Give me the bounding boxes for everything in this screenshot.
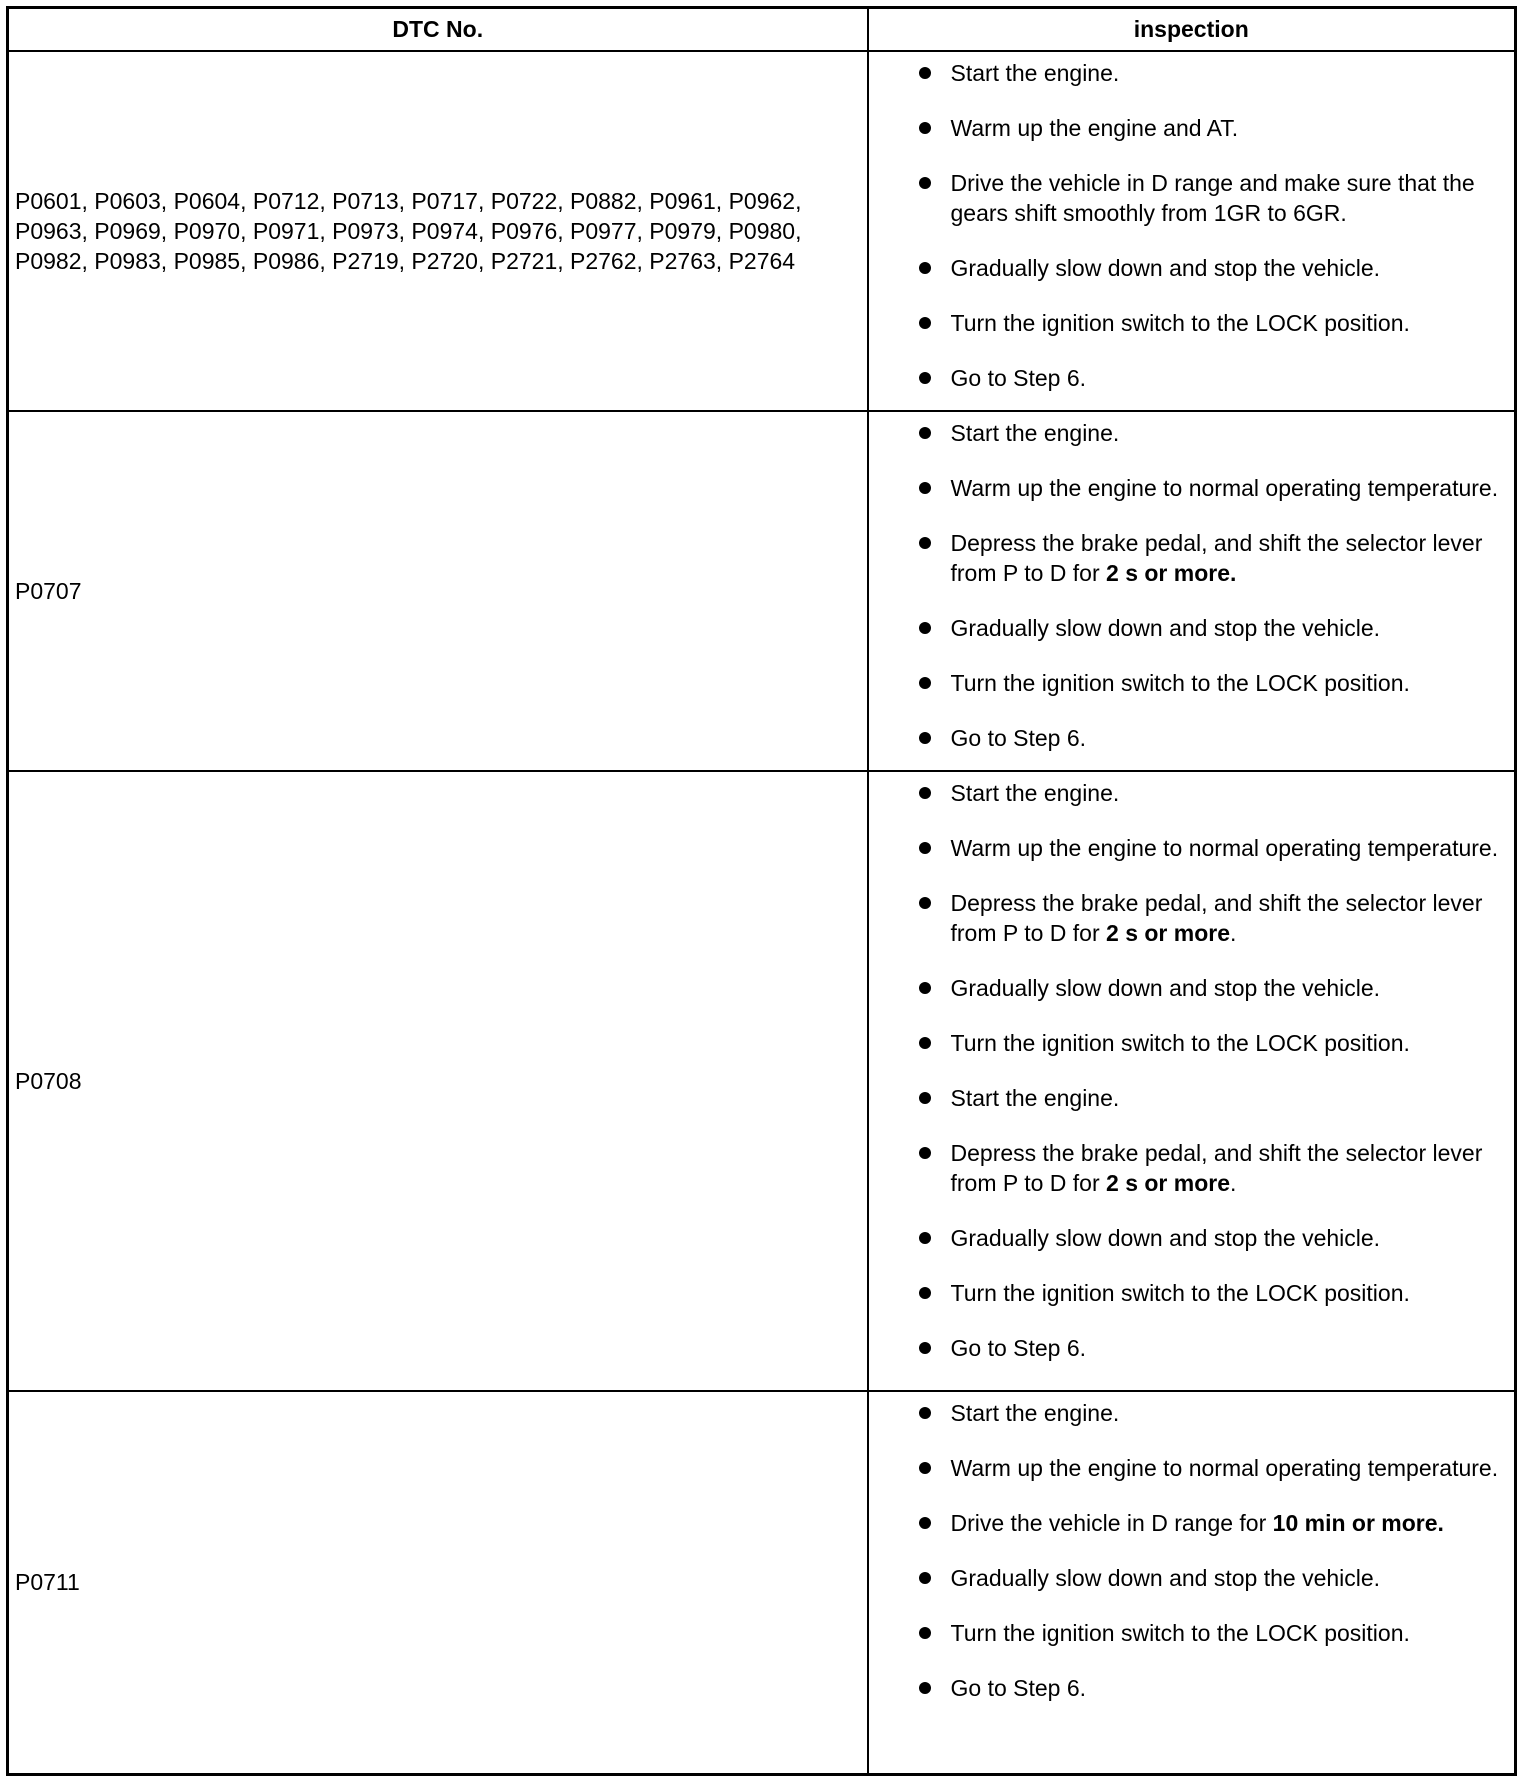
table-row	[8, 51, 1516, 411]
inspection-step	[869, 528, 1505, 588]
step-text: Start the engine.	[950, 1399, 1120, 1426]
inspection-step	[869, 973, 1505, 1003]
step-text: Go to Step 6.	[950, 725, 1087, 752]
step-text: Drive the vehicle in D range and make sure that the gears shift smoothly from 1GR to 6GR.	[950, 170, 1475, 226]
step-text-suffix: .	[1230, 1170, 1237, 1197]
inspection-step	[869, 168, 1505, 228]
table-header-row	[8, 8, 1516, 52]
step-text: Turn the ignition switch to the LOCK position.	[950, 1280, 1410, 1307]
inspection-step	[869, 1138, 1505, 1198]
inspection-step	[869, 1508, 1505, 1538]
inspection-step	[869, 418, 1505, 448]
inspection-step	[869, 1673, 1505, 1703]
step-text: Gradually slow down and stop the vehicle.	[950, 1564, 1381, 1591]
inspection-step	[869, 778, 1505, 808]
inspection-step	[869, 1398, 1505, 1428]
inspection-step	[869, 253, 1505, 283]
inspection-step	[869, 363, 1505, 393]
bullet-icon	[919, 1462, 931, 1474]
bullet-icon	[919, 787, 931, 799]
bullet-icon	[919, 177, 931, 189]
step-text: Gradually slow down and stop the vehicle.	[950, 1225, 1381, 1252]
step-emphasis: 2 s or more.	[1106, 560, 1237, 587]
step-emphasis: 10 min or more.	[1272, 1509, 1444, 1536]
inspection-cell	[868, 51, 1516, 411]
bullet-icon	[919, 317, 931, 329]
step-text: Warm up the engine to normal operating temperature.	[950, 1454, 1499, 1481]
bullet-icon	[919, 677, 931, 689]
step-text: Turn the ignition switch to the LOCK position.	[950, 310, 1410, 336]
step-text: Warm up the engine and AT.	[950, 115, 1239, 141]
inspection-step	[869, 888, 1505, 948]
step-emphasis: 2 s or more	[1106, 920, 1231, 947]
header-dtc-no: DTC No.	[8, 8, 868, 52]
step-text: Turn the ignition switch to the LOCK position.	[950, 1030, 1410, 1057]
bullet-icon	[919, 1517, 931, 1529]
inspection-steps-list	[869, 772, 1515, 1367]
step-text: Depress the brake pedal, and shift the selector lever from P to D for	[950, 1140, 1483, 1197]
inspection-step	[869, 58, 1505, 88]
step-text: Turn the ignition switch to the LOCK position.	[950, 1619, 1410, 1646]
step-text: Start the engine.	[950, 60, 1120, 86]
inspection-step	[869, 1028, 1505, 1058]
inspection-step	[869, 723, 1505, 753]
bullet-icon	[919, 427, 931, 439]
table-row	[8, 411, 1516, 771]
step-text: Gradually slow down and stop the vehicle.	[950, 975, 1381, 1002]
bullet-icon	[919, 897, 931, 909]
dtc-cell: P0711	[8, 1391, 868, 1775]
bullet-icon	[919, 1287, 931, 1299]
inspection-step	[869, 1453, 1505, 1483]
table-body	[8, 51, 1516, 1775]
inspection-step	[869, 113, 1505, 143]
step-text: Gradually slow down and stop the vehicle.	[950, 615, 1381, 642]
inspection-step	[869, 613, 1505, 643]
bullet-icon	[919, 1037, 931, 1049]
step-text: Start the engine.	[950, 780, 1120, 807]
bullet-icon	[919, 1092, 931, 1104]
inspection-step	[869, 1618, 1505, 1648]
inspection-cell	[868, 1391, 1516, 1775]
bullet-icon	[919, 537, 931, 549]
bullet-icon	[919, 1342, 931, 1354]
bullet-icon	[919, 1572, 931, 1584]
bullet-icon	[919, 262, 931, 274]
bullet-icon	[919, 982, 931, 994]
dtc-cell: P0707	[8, 411, 868, 771]
step-text: Turn the ignition switch to the LOCK position.	[950, 670, 1410, 697]
table-row	[8, 771, 1516, 1390]
bullet-icon	[919, 1407, 931, 1419]
inspection-step	[869, 668, 1505, 698]
bullet-icon	[919, 67, 931, 79]
inspection-steps-list	[869, 52, 1515, 397]
step-emphasis: 2 s or more	[1106, 1170, 1231, 1197]
dtc-inspection-table	[6, 6, 1517, 1776]
step-text: Drive the vehicle in D range for	[950, 1509, 1273, 1536]
step-text: Go to Step 6.	[950, 365, 1087, 391]
bullet-icon	[919, 482, 931, 494]
bullet-icon	[919, 1682, 931, 1694]
step-text: Depress the brake pedal, and shift the selector lever from P to D for	[950, 530, 1483, 587]
inspection-step	[869, 1333, 1505, 1363]
step-text: Go to Step 6.	[950, 1674, 1087, 1701]
bullet-icon	[919, 622, 931, 634]
step-text: Start the engine.	[950, 1085, 1120, 1112]
inspection-step	[869, 308, 1505, 338]
header-inspection: inspection	[868, 8, 1516, 52]
inspection-cell	[868, 411, 1516, 771]
step-text: Start the engine.	[950, 420, 1120, 447]
bullet-icon	[919, 1147, 931, 1159]
inspection-step	[869, 833, 1505, 863]
bullet-icon	[919, 732, 931, 744]
step-text: Warm up the engine to normal operating temperature.	[950, 475, 1499, 502]
inspection-step	[869, 1563, 1505, 1593]
inspection-cell	[868, 771, 1516, 1390]
inspection-step	[869, 1278, 1505, 1308]
bullet-icon	[919, 122, 931, 134]
bullet-icon	[919, 842, 931, 854]
bullet-icon	[919, 372, 931, 384]
step-text: Gradually slow down and stop the vehicle.	[950, 255, 1381, 281]
inspection-step	[869, 473, 1505, 503]
inspection-step	[869, 1223, 1505, 1253]
dtc-cell: P0708	[8, 771, 868, 1390]
step-text: Go to Step 6.	[950, 1335, 1087, 1362]
bullet-icon	[919, 1232, 931, 1244]
inspection-step	[869, 1083, 1505, 1113]
inspection-steps-list	[869, 412, 1515, 757]
inspection-steps-list	[869, 1392, 1515, 1707]
step-text: Warm up the engine to normal operating temperature.	[950, 835, 1499, 862]
bullet-icon	[919, 1627, 931, 1639]
step-text: Depress the brake pedal, and shift the selector lever from P to D for	[950, 890, 1483, 947]
step-text-suffix: .	[1230, 920, 1237, 947]
dtc-cell: P0601, P0603, P0604, P0712, P0713, P0717, P0722, P0882, P0961, P0962, P0963, P0969, P0970, P0971, P0973, P0974, P0976, P0977, P0979, P0980, P0982, P0983, P0985, P0986, P2719, P2720, P2721, P2762, P2763, P2764	[8, 51, 868, 411]
table-row	[8, 1391, 1516, 1775]
